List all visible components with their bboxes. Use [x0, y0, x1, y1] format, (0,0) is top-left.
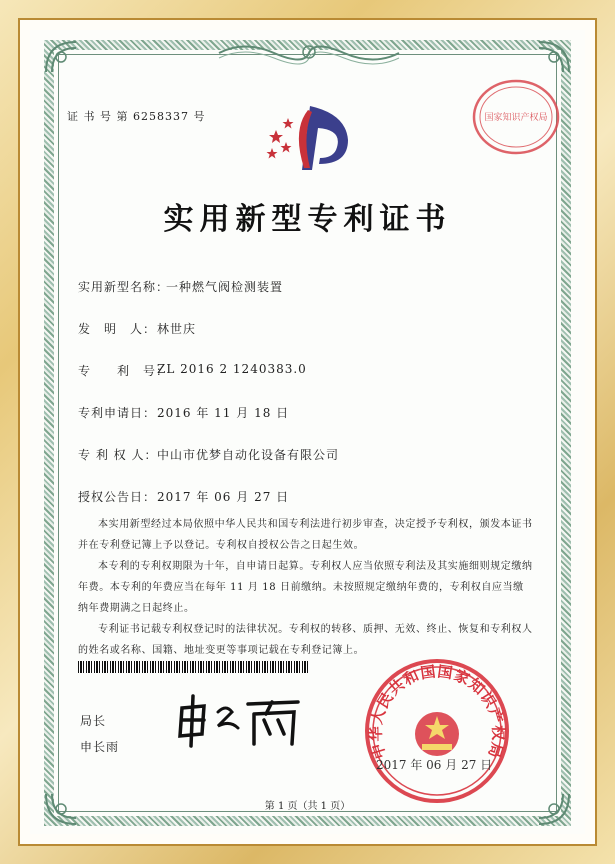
corner-ornament-icon [537, 40, 571, 74]
certificate-number: 证 书 号 第 6258337 号 [67, 110, 206, 123]
certificate-statement [78, 514, 533, 661]
field-inventor-label: 发 明 人： [78, 322, 157, 336]
signatory-title: 局长 [80, 714, 107, 728]
field-filing-date-value: 2016 年 11 月 18 日 [157, 406, 290, 420]
signature-icon [174, 690, 304, 750]
barcode [78, 661, 310, 673]
page-footer: 第 1 页（共 1 页） [264, 801, 351, 812]
statement-paragraph: 专利证书记载专利权登记时的法律状况。专利权的转移、质押、无效、终止、恢复和专利权人的姓名或名称、国籍、地址变更等事项记载在专利登记簿上。 [78, 624, 533, 656]
field-grant-date-value: 2017 年 06 月 27 日 [157, 490, 290, 504]
field-patent-number-value: ZL 2016 2 1240383.0 [157, 362, 307, 376]
statement-paragraph: 本实用新型经过本局依照中华人民共和国专利法进行初步审查，决定授予专利权，颁发本证书并在专利登记簿上予以登记。专利权自授权公告之日起生效。 [78, 519, 533, 551]
official-seal-icon [362, 656, 512, 806]
field-utility-name-label: 实用新型名称： [78, 280, 170, 294]
registration-stamp-icon [470, 76, 562, 158]
field-filing-date-label: 专利申请日： [78, 406, 157, 420]
svg-text:国家知识产权局: 国家知识产权局 [484, 113, 548, 123]
seal-date: 2017 年 06 月 27 日 [376, 758, 493, 772]
field-utility-name-value: 一种燃气阀检测装置 [166, 280, 284, 294]
svg-text:中华人民共和国国家知识产权局: 中华人民共和国国家知识产权局 [366, 662, 508, 761]
certificate-title: 实用新型专利证书 [163, 202, 452, 237]
field-patentee-label: 专 利 权 人： [78, 448, 158, 462]
field-inventor-value: 林世庆 [157, 322, 197, 336]
field-patent-number-label: 专 利 号： [78, 364, 170, 378]
top-ornament-icon [214, 40, 404, 66]
corner-ornament-icon [44, 40, 78, 74]
field-patentee-value: 中山市优梦自动化设备有限公司 [157, 448, 340, 462]
field-grant-date-label: 授权公告日： [78, 490, 157, 504]
statement-paragraph: 本专利的专利权期限为十年，自申请日起算。专利权人应当依照专利法及其实施细则规定缴纳年费。本专利的年费应当在每年 11 月 18 日前缴纳。未按照规定缴纳年费的，专利权自应当缴纳年费期满之日起终止。 [78, 561, 533, 614]
signatory-name: 申长雨 [80, 740, 120, 754]
patent-office-logo-icon [262, 100, 352, 180]
